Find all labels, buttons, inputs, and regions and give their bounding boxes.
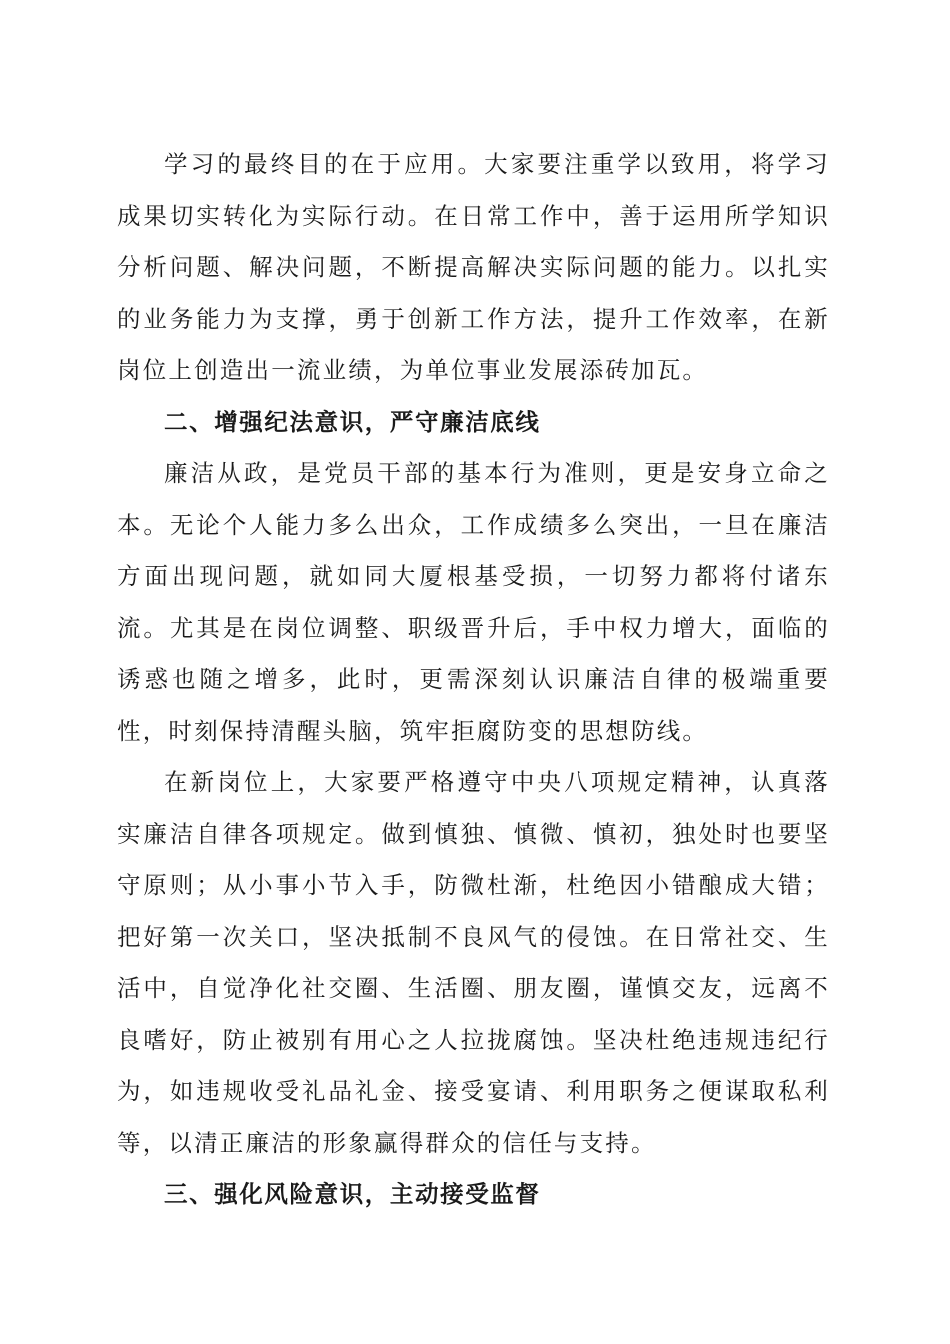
paragraph-new-post-rules: 在新岗位上，大家要严格遵守中央八项规定精神，认真落实廉洁自律各项规定。做到慎独、慎微、慎初，独处时也要坚守原则；从小事小节入手，防微杜渐，杜绝因小错酿成大错；把好第一次关口，坚决抵制不良风气的侵蚀。在日常社交、生活中，自觉净化社交圈、生活圈、朋友圈，谨慎交友，远离不良嗜好，防止被别有用心之人拉拢腐蚀。坚决杜绝违规违纪行为，如违规收受礼品礼金、接受宴请、利用职务之便谋取私利等，以清正廉洁的形象赢得群众的信任与支持。	[117, 768, 830, 1157]
paragraph-apply-learning: 学习的最终目的在于应用。大家要注重学以致用，将学习成果切实转化为实际行动。在日常工作中，善于运用所学知识分析问题、解决问题，不断提高解决实际问题的能力。以扎实的业务能力为支撑，勇于创新工作方法，提升工作效率，在新岗位上创造出一流业绩，为单位事业发展添砖加瓦。	[117, 150, 830, 384]
section-heading-2: 二、增强纪法意识，严守廉洁底线	[164, 407, 541, 436]
section-heading-3: 三、强化风险意识，主动接受监督	[164, 1180, 541, 1208]
document-body	[117, 139, 830, 1221]
paragraph-integrity: 廉洁从政，是党员干部的基本行为准则，更是安身立命之本。无论个人能力多么出众，工作成绩多么突出，一旦在廉洁方面出现问题，就如同大厦根基受损，一切努力都将付诸东流。尤其是在岗位调整、职级晋升后，手中权力增大，面临的诱惑也随之增多，此时，更需深刻认识廉洁自律的极端重要性，时刻保持清醒头脑，筑牢拒腐防变的思想防线。	[117, 459, 830, 745]
